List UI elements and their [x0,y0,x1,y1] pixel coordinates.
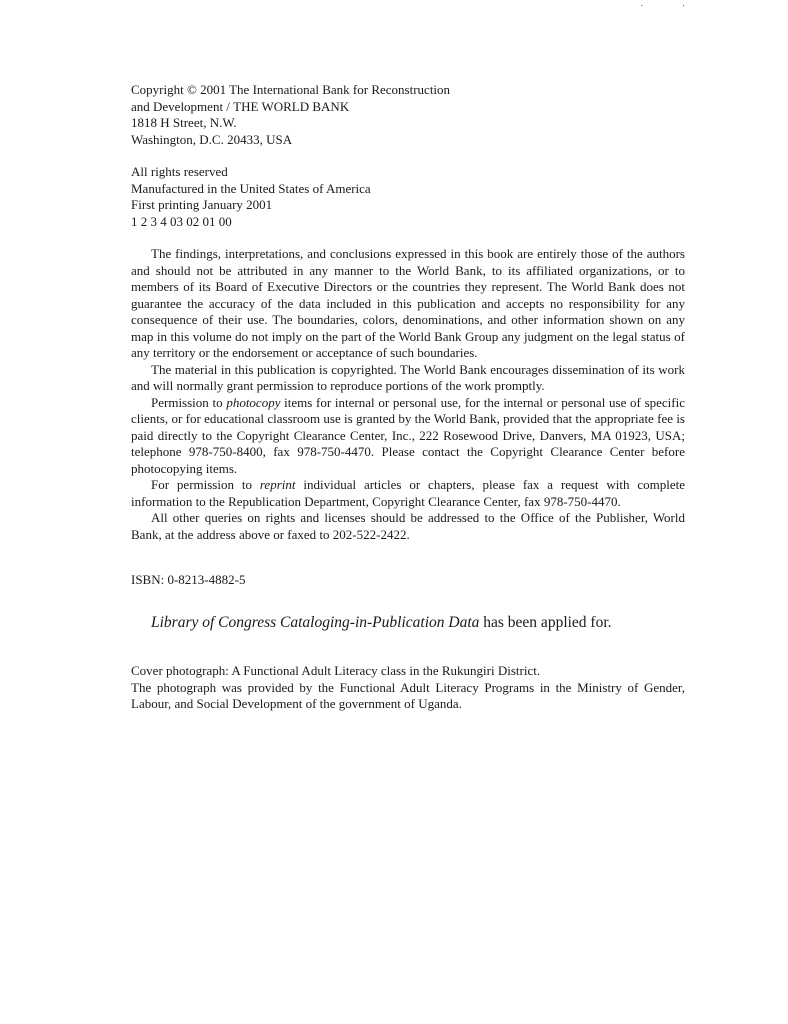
photocopy-emphasis: photocopy [226,394,281,410]
address-street: 1818 H Street, N.W. [131,115,237,130]
photocopy-intro: Permission to [151,394,227,410]
copyright-line-2 [131,99,685,116]
disclaimer-paragraph-4 [131,477,685,510]
reprint-intro: For permission to [151,477,260,492]
scan-artifact-marks: · · [640,1,704,12]
photocopy-rest: items for internal or personal use, for the internal or personal use of specific clients, or for educational classroom use is granted by the World Bank, provided that the appropriate fee is paid directly to the Copyright Clearance Center, Inc., 222 Rosewood Drive, Danvers, MA 01923, USA; telephone 978-750-8400, fax 978-750-4470. Please contact the Copyright Clearance Center before photocopying items. [131,394,685,476]
disclaimer-paragraph-3 [131,395,685,478]
library-of-congress-title: Library of Congress Cataloging-in-Publication Data [151,614,480,631]
manufactured-in: Manufactured in the United States of America [131,180,371,196]
disclaimer-paragraph-5: All other queries on rights and licenses should be addressed to the Office of the Publisher, World Bank, at the address above or faxed to 202-522-2422. [131,510,685,542]
library-of-congress-suffix: has been applied for. [479,614,612,631]
world-bank-name: THE WORLD BANK [233,98,350,114]
disclaimer-paragraph-1: The findings, interpretations, and conclusions expressed in this book are entirely those of the authors and should not be attributed in any manner to the World Bank, to its affiliated organizations, or to members of its Board of Executive Directors or the countries they represent. The World Bank does not guarantee the accuracy of the data included in this publication and accepts no responsibility for any consequence of their use. The boundaries, colors, denominations, and other information shown on any map in this volume do not imply on the part of the World Bank Group any judgment on the legal status of any territory or the endorsement or acceptance of such boundaries. [131,246,685,360]
print-numbers: 1 2 3 4 03 02 01 00 [131,213,232,229]
cover-photo-credit: The photograph was provided by the Functional Adult Literacy Programs in the Ministry of Gender, Labour, and Social Development of the government of Uganda. [131,679,685,711]
cover-photo-caption: Cover photograph: A Functional Adult Literacy class in the Rukungiri District. [131,663,541,678]
cover-credit-block [131,663,685,713]
copyright-line-2-text: and Development / [131,98,234,114]
first-printing: First printing January 2001 [131,197,273,212]
isbn-block [131,572,685,589]
reprint-emphasis: reprint [259,477,296,492]
disclaimer-block [131,246,685,543]
reprint-rest: individual articles or chapters, please fax a request with complete information to the Republication Department, Copyright Clearance Center, fax 978-750-4470. [131,477,685,509]
isbn: ISBN: 0-8213-4882-5 [131,572,246,587]
disclaimer-paragraph-2: The material in this publication is copyrighted. The World Bank encourages dissemination of its work and will normally grant permission to reproduce portions of the work promptly. [131,361,685,393]
copyright-block [131,82,685,148]
rights-reserved: All rights reserved [131,164,228,179]
address-city: Washington, D.C. 20433, USA [131,131,293,147]
library-of-congress-note [151,613,612,633]
copyright-line-1: Copyright © 2001 The International Bank for Reconstruction [131,82,451,97]
printing-block [131,164,685,230]
